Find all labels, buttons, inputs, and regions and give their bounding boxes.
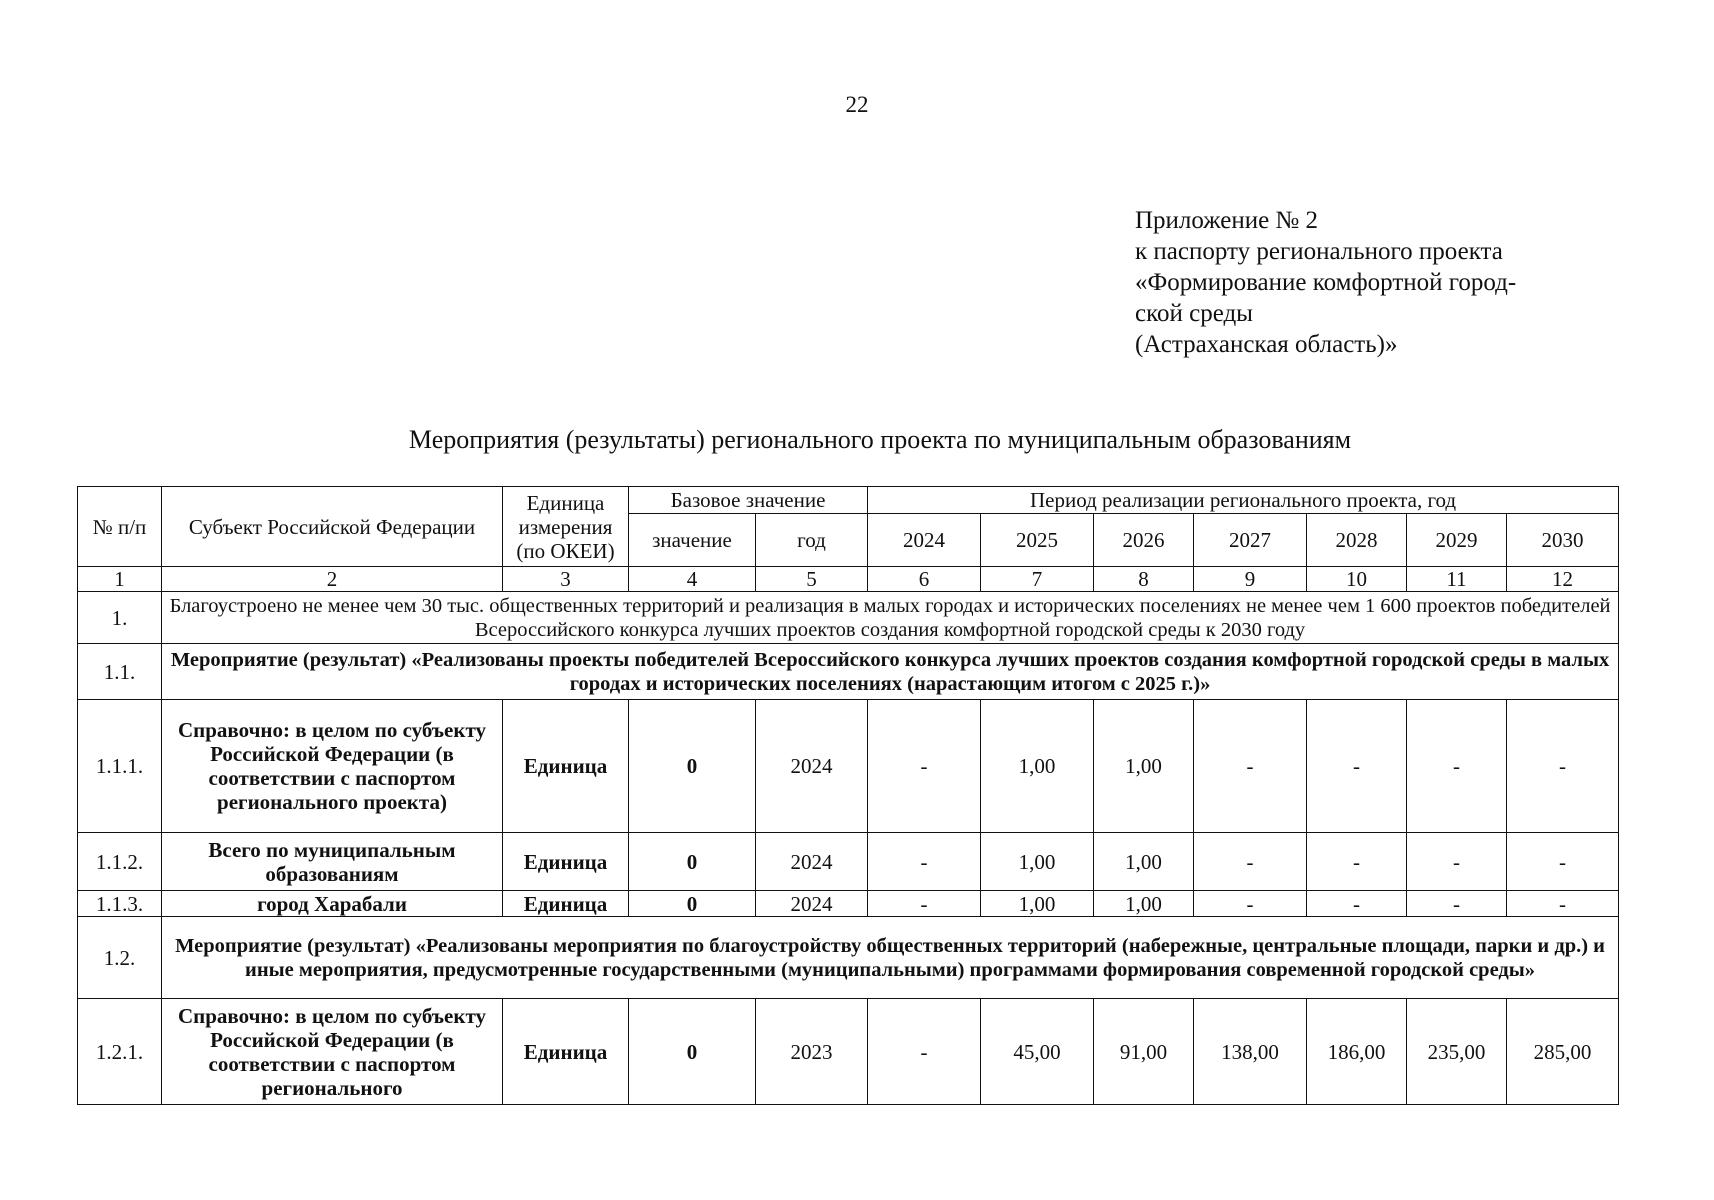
row-index: 1.1. (78, 644, 162, 700)
row-value: 91,00 (1094, 999, 1194, 1105)
row-value: 235,00 (1407, 999, 1507, 1105)
column-number: 3 (503, 567, 629, 592)
appendix-line: к паспорту регионального проекта (1135, 238, 1503, 265)
row-subject: город Харабали (162, 891, 503, 917)
row-index: 1.2. (78, 917, 162, 999)
row-index: 1.1.3. (78, 891, 162, 917)
row-value: 1,00 (1094, 833, 1194, 891)
column-number: 10 (1307, 567, 1407, 592)
column-number: 5 (756, 567, 868, 592)
row-unit: Единица (503, 700, 629, 833)
column-number: 1 (78, 567, 162, 592)
header-year: 2025 (981, 514, 1094, 567)
row-index: 1.1.1. (78, 700, 162, 833)
header-year: 2024 (868, 514, 981, 567)
column-number: 6 (868, 567, 981, 592)
section-row (78, 917, 1619, 999)
appendix-line: «Формирование комфортной город- (1135, 269, 1517, 296)
row-base-year: 2024 (756, 833, 868, 891)
header-unit: Единица измерения (по ОКЕИ) (503, 487, 629, 567)
appendix-block (1135, 205, 1615, 360)
row-base-value: 0 (629, 891, 756, 917)
row-value: - (868, 700, 981, 833)
row-value: - (1507, 700, 1619, 833)
header-year: 2026 (1094, 514, 1194, 567)
row-value: 1,00 (981, 833, 1094, 891)
row-value: 45,00 (981, 999, 1094, 1105)
header-year: 2029 (1407, 514, 1507, 567)
header-year: 2027 (1194, 514, 1307, 567)
column-number: 12 (1507, 567, 1619, 592)
row-value: - (1307, 700, 1407, 833)
document-title: Мероприятия (результаты) регионального проекта по муниципальным образованиям (408, 425, 1352, 454)
row-value: 1,00 (981, 700, 1094, 833)
row-value: 186,00 (1307, 999, 1407, 1105)
row-value: - (1407, 833, 1507, 891)
section-row (78, 592, 1619, 644)
row-base-value: 0 (629, 700, 756, 833)
column-number-row (78, 567, 1619, 592)
column-number: 4 (629, 567, 756, 592)
header-subject: Субъект Российской Федерации (162, 487, 503, 567)
row-value: - (868, 833, 981, 891)
row-subject: Справочно: в целом по субъекту Российской Федерации (в соответствии с паспортом регионального (162, 999, 503, 1105)
header-base-value: значение (629, 514, 756, 567)
row-base-year: 2023 (756, 999, 868, 1105)
row-base-year: 2024 (756, 891, 868, 917)
column-number: 7 (981, 567, 1094, 592)
column-number: 8 (1094, 567, 1194, 592)
appendix-line: ской среды (1135, 300, 1253, 327)
column-number: 2 (162, 567, 503, 592)
row-value: - (1307, 833, 1407, 891)
row-value: - (1194, 700, 1307, 833)
row-index: 1. (78, 592, 162, 644)
measures-table (77, 486, 1619, 1105)
row-value: 138,00 (1194, 999, 1307, 1105)
row-value: - (868, 999, 981, 1105)
row-value: - (1194, 833, 1307, 891)
header-year: 2028 (1307, 514, 1407, 567)
row-subject: Справочно: в целом по субъекту Российской Федерации (в соответствии с паспортом регионального проекта) (162, 700, 503, 833)
row-unit: Единица (503, 891, 629, 917)
row-value: - (1507, 891, 1619, 917)
section-text: Мероприятие (результат) «Реализованы мероприятия по благоустройству общественных территорий (набережные, центральные площади, парки и др.) и иные мероприятия, предусмотренные государственными (муниципальными) программами формирования современной городской среды» (162, 917, 1619, 999)
table-row (78, 833, 1619, 891)
header-base: Базовое значение (629, 487, 868, 514)
row-value: - (1407, 700, 1507, 833)
row-subject: Всего по муниципальным образованиям (162, 833, 503, 891)
header-num: № п/п (78, 487, 162, 567)
table-row (78, 891, 1619, 917)
row-index: 1.2.1. (78, 999, 162, 1105)
header-base-year: год (756, 514, 868, 567)
section-text: Мероприятие (результат) «Реализованы проекты победителей Всероссийского конкурса лучших проектов создания комфортной городской среды в малых городах и исторических поселениях (нарастающим итогом с 2025 г.)» (162, 644, 1619, 700)
row-value: 1,00 (1094, 891, 1194, 917)
row-base-value: 0 (629, 833, 756, 891)
page-number: 22 (845, 92, 869, 117)
row-value: 1,00 (1094, 700, 1194, 833)
row-base-year: 2024 (756, 700, 868, 833)
row-value: 1,00 (981, 891, 1094, 917)
section-row (78, 644, 1619, 700)
row-value: 285,00 (1507, 999, 1619, 1105)
row-value: - (1194, 891, 1307, 917)
header-year: 2030 (1507, 514, 1619, 567)
appendix-line: (Астраханская область)» (1135, 331, 1398, 358)
row-index: 1.1.2. (78, 833, 162, 891)
row-unit: Единица (503, 999, 629, 1105)
row-value: - (1307, 891, 1407, 917)
row-value: - (868, 891, 981, 917)
appendix-line: Приложение № 2 (1135, 207, 1319, 234)
row-value: - (1507, 833, 1619, 891)
row-base-value: 0 (629, 999, 756, 1105)
table-row (78, 999, 1619, 1105)
section-text: Благоустроено не менее чем 30 тыс. общественных территорий и реализация в малых городах и исторических поселениях не менее чем 1 600 проектов победителей Всероссийского конкурса лучших проектов создания комфортной городской среды к 2030 году (162, 592, 1619, 644)
header-period: Период реализации регионального проекта, год (868, 487, 1619, 514)
column-number: 11 (1407, 567, 1507, 592)
header-row (78, 487, 1619, 514)
column-number: 9 (1194, 567, 1307, 592)
table-row (78, 700, 1619, 833)
row-value: - (1407, 891, 1507, 917)
row-unit: Единица (503, 833, 629, 891)
